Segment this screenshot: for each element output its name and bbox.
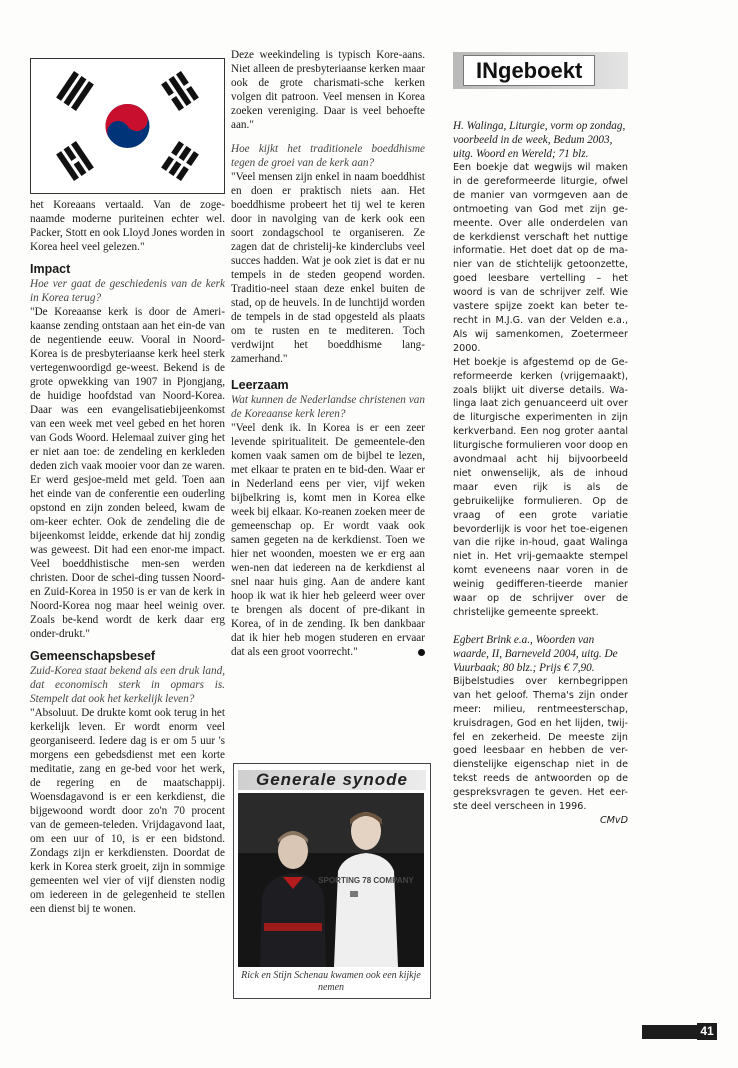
korean-flag-image <box>30 58 225 194</box>
trigram-4 <box>161 141 199 181</box>
flag-graphic <box>31 59 224 193</box>
synode-title: Generale synode <box>238 770 426 790</box>
question-leerzaam: Wat kunnen de Nederlandse christenen van de Koreaanse kerk leren? <box>231 394 425 420</box>
ingeboekt-banner <box>453 52 628 89</box>
shirt-print: SPORTING 78 COMPANY <box>318 876 414 885</box>
heading-impact: Impact <box>30 262 71 276</box>
review-signature: CMvD <box>599 814 628 826</box>
heading-gemeenschapsbesef: Gemeenschapsbesef <box>30 649 156 663</box>
trigram-2 <box>161 71 199 111</box>
paragraph-gemeenschapsbesef: "Absoluut. De drukte komt ook terug in het kerkelijk leven. Er wordt enorm veel georganiseerd. Iedere dag is er om 5 uur 's morgens een gebedsdienst met een korte meditatie, zang en ge-bed voor het werk, de regering en de maatschappij. Woensdagavond is er een kerkdienst, die bijgewoond wordt door zo'n 70 procent van de gemeen-teleden. Vrijdagavond laat, om een uur of 10, is er een bidstond. Zondags zijn er kerkdiensten. Doordat de kerk in Korea sterk groeit, zijn in sommige gemeenten wel vier of vijf diensten nodig om iedereen in de gelegenheid te stellen een dienst bij te wonen. <box>30 707 225 915</box>
col2-paragraph-1: Deze weekindeling is typisch Kore-aans. Niet alleen de presbyteriaanse kerken maar ook de grote charismati-sche kerken volgen dit patroon. Veel mensen in Korea zoeken vereniging. Daar is veel behoefte aan." <box>231 49 425 131</box>
leerzaam-text: "Veel denk ik. In Korea is er een zeer levende spiritualiteit. De gemeentele-den komen vaak samen om de bijbel te lezen, met elkaar te praten en te bid-den. Waar er in Nederland eens per vier, vijf weken bijbelkring is, komt men in Korea elke week bij elkaar. Ko-reanen zoeken meer de gemeenschap op. Er wordt vaak ook samen gegeten na de kerkdienst. Toen we hier net woonden, moesten we er erg aan wen-nen dat iedereen na de kerkdienst al snel naar huis ging. Aan de andere kant hoop ik wat ik hier heb geleerd weer over te brengen als docent of pre-dikant in Korea, of in de zending. Ik ben dankbaar dat ik hier heb mogen studeren en ervaar dat als een groot voorrecht." <box>231 422 425 658</box>
col1-intro: het Koreaans vertaald. Van de zoge-naamde moderne puriteinen echter wel. Packer, Stott en ook Lloyd Jones worden in Korea heel veel gelezen." <box>30 199 225 253</box>
boys-photo <box>238 793 424 967</box>
paragraph-leerzaam <box>231 421 425 659</box>
banner-label: INgeboekt <box>463 55 595 86</box>
review-paragraph-2: Het boekje is afgestemd op de Ge-reformeerde kerken (vrijgemaakt), zoals blijkt uit diverse details. Wa-linga laat zich genuanceerd uit over de liturgische experimenten in zijn kerkverband. Een nog groter aantal liturgische formulieren voor doop en avondmaal acht hij bijvoorbeeld niet onwenselijk, als de inhoud maar even rijk is als de gebruikelijke formulieren. Op de vraag of een grote variatie bevorderlijk is voor het toe-eigenen van die rijke in-houd, gaat Walinga niet in. Het vrij-gemaakte stempel komt eveneens naar voren in de weinig gedifferen-tieerde manier waar op de schrijver over de christelijke gemeente spreekt. <box>453 356 628 618</box>
column-1 <box>30 46 225 916</box>
question-impact: Hoe ver gaat de geschiedenis van de kerk in Korea terug? <box>30 278 225 304</box>
paragraph-boeddhisme: "Veel mensen zijn enkel in naam boeddhist en doen er praktisch niets aan. Het boeddhisme probeert het tij wel te keren door in navolging van de kerk ook een soort zondagschool te organiseren. Ze zagen dat de christelij-ke kinderclubs veel succes hadden. Wat je ook ziet is dat er nu tempels in de steden geopend worden. Traditio-neel staan deze enkel buiten de stad, op de heuvels. In de lunchtijd worden de tempels in de stad opgesteld als plaats om te rusten en te mediteren. Toch verdwijnt het boeddhisme lang-zamerhand." <box>231 171 425 365</box>
trigram-3 <box>56 141 94 181</box>
page-footer-bar <box>642 1025 704 1039</box>
column-2 <box>231 48 425 659</box>
paragraph-impact: "De Koreaanse kerk is door de Ameri-kaanse zending ontstaan aan het ein-de van de negentiende eeuw. Vooral in Noord-Korea is de presbyteriaanse kerk heel sterk vertegenwoordigd ge-weest. Bekend is de grote opwekking van 1907 in Pjongjang, de huidige hoofdstad van Noord-Korea. Daar was een evangelisatiebijeenkomst van een week met veel gebed en het horen van Gods Woord. Helemaal zuiver ging het er niet aan toe: de zendeling en kerkleden deden zich vaak mooier voor dan ze waren. Er werd gesjoe-meld met geld. Toen aan het einde van de conferentie een ouderling opstond en zijn zonden beleed, kwam de om-keer echter. Ook de zendeling die de bijeenkomst leidde, erkende dat hij zondig was geweest. Dit had een enor-me impact. Veel boeddhistische men-sen werden christen. Door de schei-ding tussen Noord- en Zuid-Korea in 1950 is er van de kerk in Noord-Korea nog maar heel weinig over. Zoals be-kend wordt de kerk daar erg onder-drukt." <box>30 306 225 640</box>
column-3 <box>453 52 628 828</box>
review-paragraph-1: Een boekje dat wegwijs wil maken in de gereformeerde liturgie, ofwel de manier van vormgeven aan de ontmoeting van God met zijn ge-meente. Over alle onderdelen van de kerkdienst verschaft het nuttige informatie. Het doet dat op de ma-nier van de stichtelijk getoonzette, goed leesbare vertelling – het woord is van de schrijver zelf. Wie vastere spijze zoekt kan beter te-recht in M.J.G. van der Velden e.a., Als wij samenkomen, Zoetermeer 2000. <box>453 162 628 354</box>
trigram-1 <box>56 71 94 111</box>
heading-leerzaam: Leerzaam <box>231 378 289 392</box>
book-reference-1: H. Walinga, Liturgie, vorm op zondag, voorbeeld in de week, Bedum 2003, uitg. Woord en Wereld; 71 blz. <box>453 120 626 160</box>
review-paragraph-3: Bijbelstudies over kernbegrippen van het geloof. Thema's zijn onder meer: milieu, rentmeesterschap, kruisdragen, God en het lijden, twij-fel en zekerheid. De meeste zijn goed leesbaar en hebben de ver-dienstelijke eigenschap niet in de tekst reeds de antwoorden op de gespreksvragen te geven. Het eer-ste deel verscheen in 1996. <box>453 675 628 813</box>
photo-graphic <box>238 793 424 967</box>
book-reference-2: Egbert Brink e.a., Woorden van waarde, II, Barneveld 2004, uitg. De Vuurbaak; 80 blz.; Prijs € 7,90. <box>453 633 618 674</box>
generale-synode-box <box>233 763 431 999</box>
end-of-article-bullet-icon <box>418 649 425 656</box>
question-gemeenschapsbesef: Zuid-Korea staat bekend als een druk land, dat economisch sterk in opmars is. Stempelt dat ook het kerkelijk leven? <box>30 665 225 705</box>
question-boeddhisme: Hoe kijkt het traditionele boeddhisme tegen de groei van de kerk aan? <box>231 143 425 169</box>
photo-caption: Rick en Stijn Schenau kwamen ook een kijkje nemen <box>241 970 421 993</box>
page-number: 41 <box>697 1023 717 1040</box>
